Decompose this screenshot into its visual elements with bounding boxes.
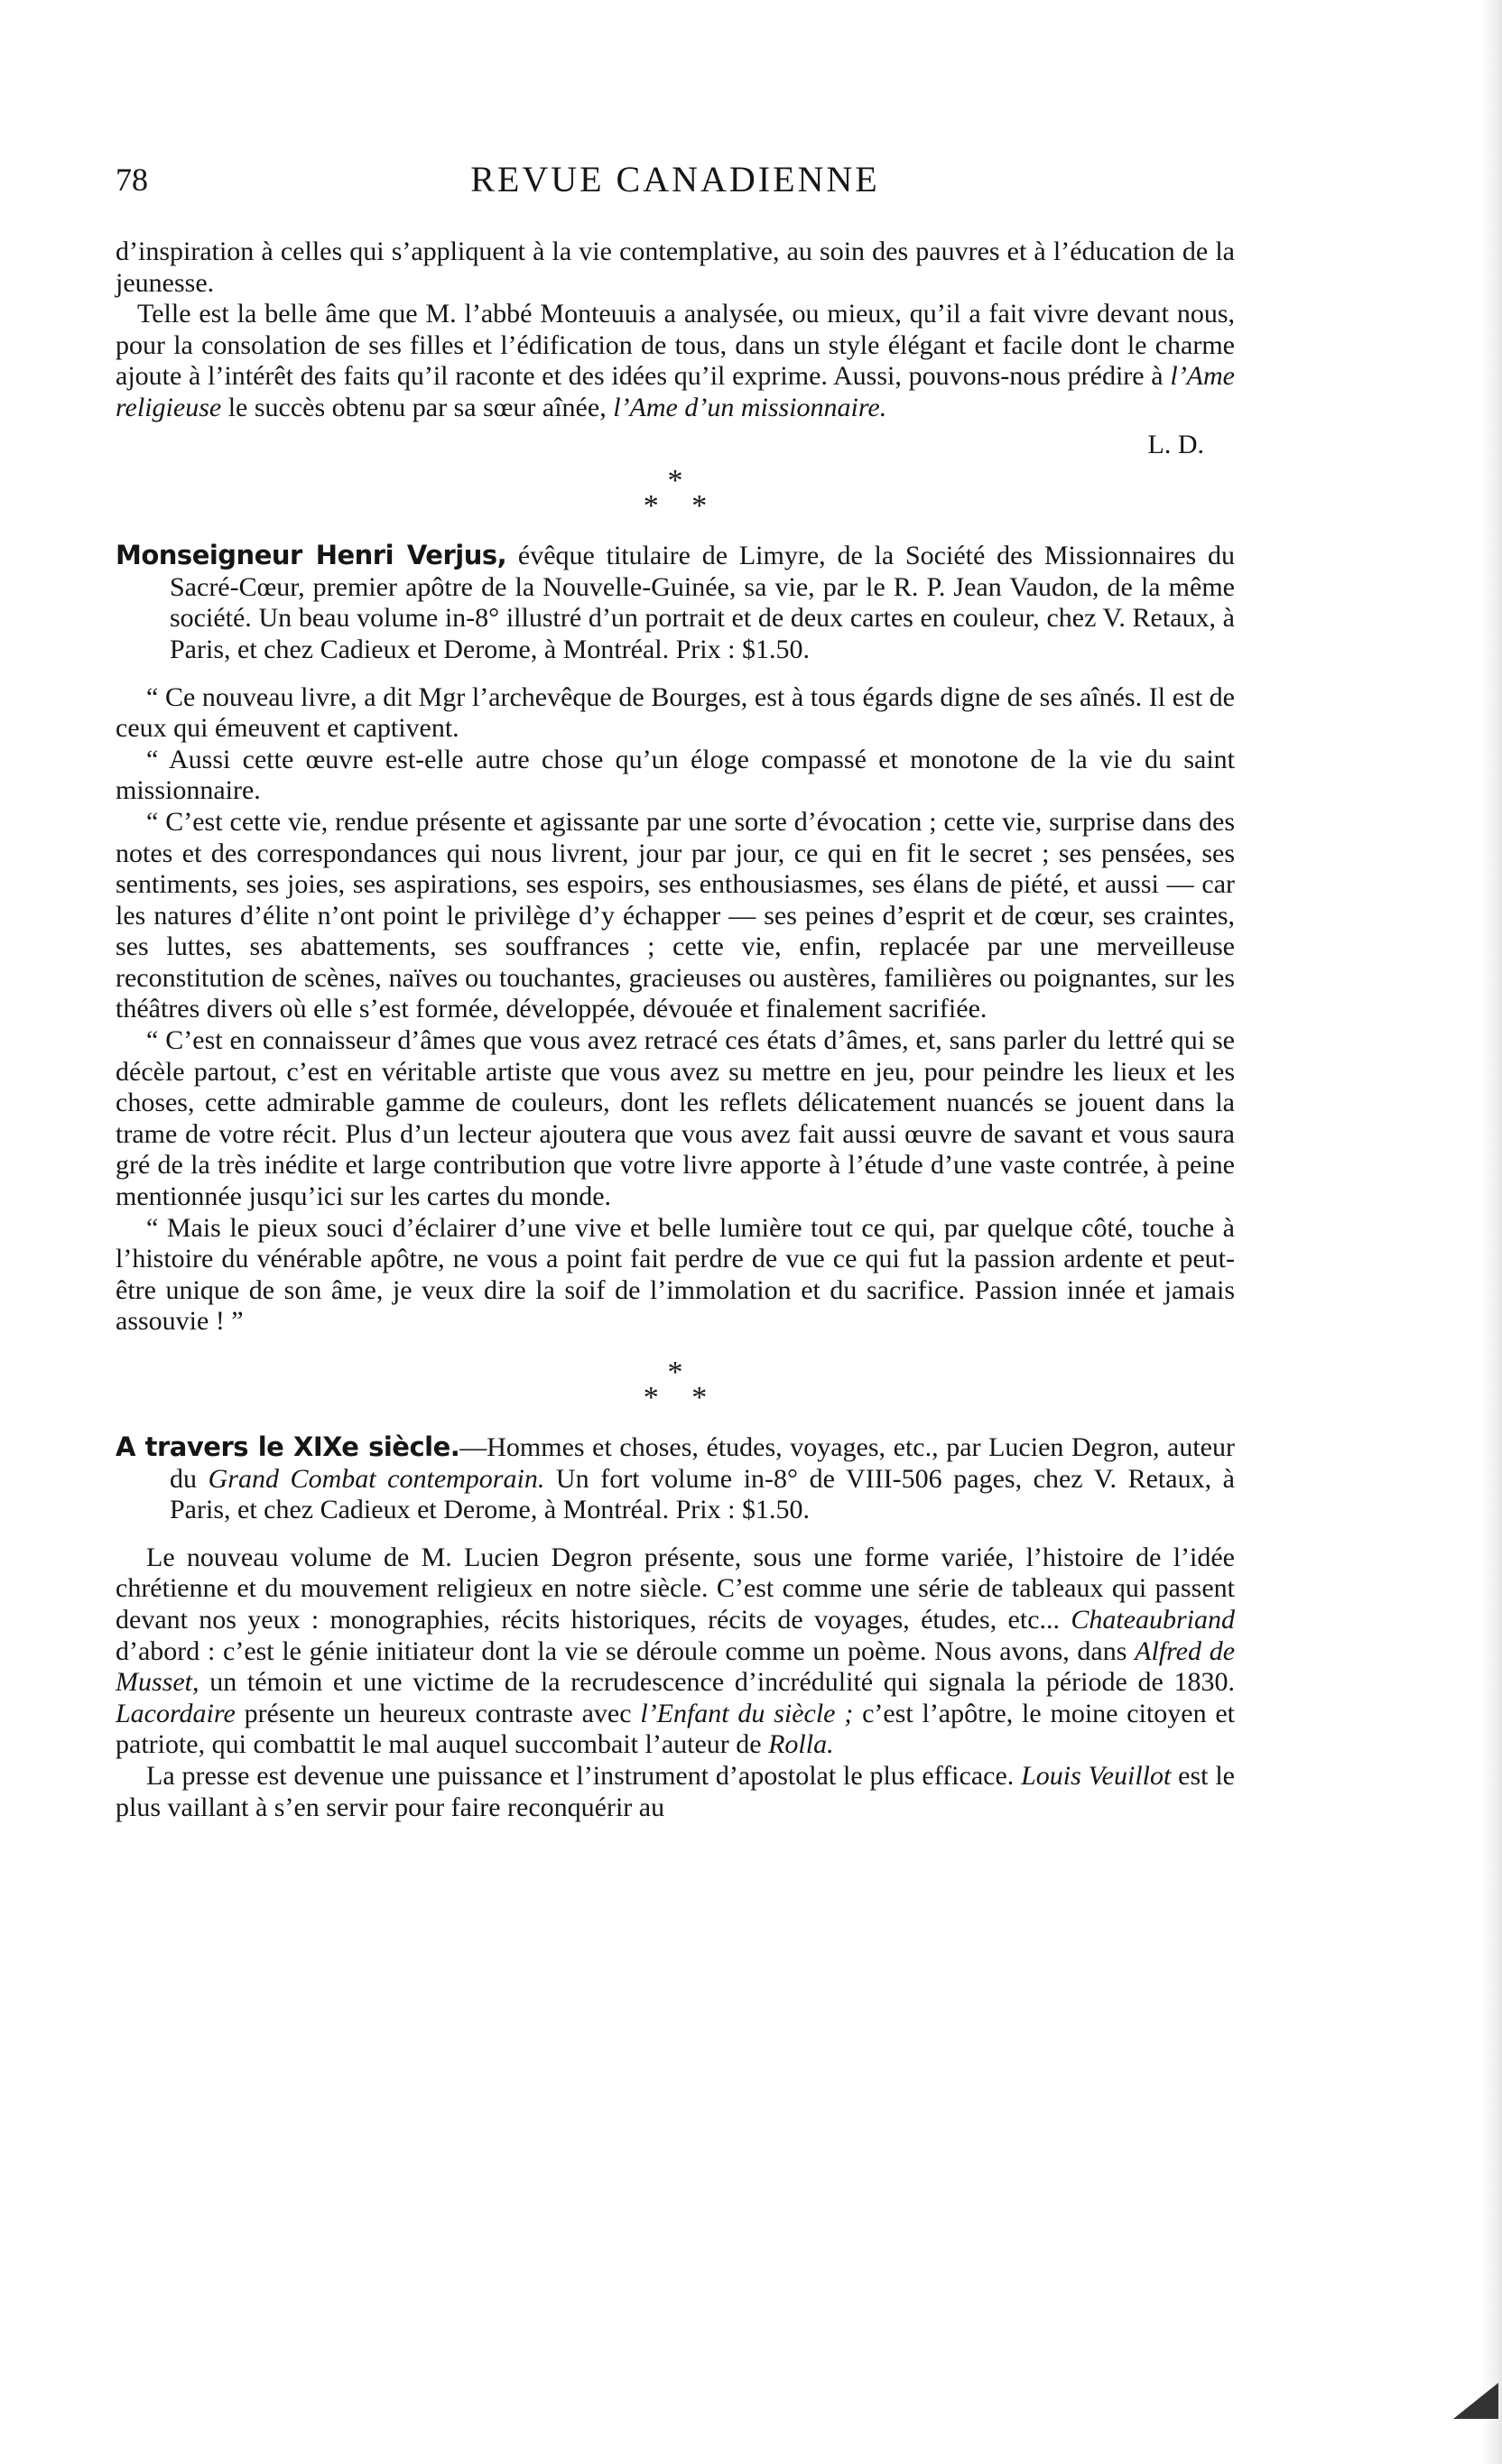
book-entry-degron — [116, 1431, 1235, 1526]
page-header — [116, 157, 1235, 202]
italic-name: Lacordaire — [116, 1698, 236, 1728]
quote-paragraph: “ C’est en connaisseur d’âmes que vous avez retracé ces états d’âmes, et, sans parler du lettré qui se décèle partout, c’est en véritable artiste que vous avez su mettre en jeu, pour peindre les lieux et les choses, cette admirable gamme de couleurs, dont les reflets délicatement nuancés se jouent dans la trame de votre récit. Plus d’un lecteur ajoutera que vous avez fait aussi œuvre de savant et vous saura gré de la très inédite et large contribution que votre livre apporte à l’étude d’une vaste contrée, à peine mentionnée jusqu’ici sur les cartes du monde. — [116, 1025, 1235, 1212]
paragraph-review-degron — [116, 1542, 1235, 1761]
italic-title: l’Ame religieuse — [116, 361, 1235, 422]
running-title: REVUE CANADIENNE — [470, 159, 880, 199]
italic-name: Chateaubriand — [1071, 1604, 1235, 1635]
section-separator — [116, 1356, 1235, 1419]
quote-paragraph: “ Aussi cette œuvre est-elle autre chose qu’un éloge compassé et monotone de la vie du saint missionnaire. — [116, 744, 1235, 806]
text-run: d’abord : c’est le génie initiateur dont la vie se déroule comme un poème. Nous avons, dans — [116, 1635, 1136, 1666]
page-number: 78 — [116, 162, 148, 198]
text-run: le succès obtenu par sa sœur aînée, — [221, 392, 614, 422]
quote-paragraph: “ C’est cette vie, rendue présente et agissante par une sorte d’évocation ; cette vie, surprise dans des notes et des correspondances qui nous livrent, jour par jour, ce qui en fit le secret ; ses pensées, ses sentiments, ses joies, ses aspirations, ses espoirs, ses enthousiasmes, ses élans de piété, et aussi — car les natures d’élite n’ont point le privilège d’y échapper — ses peines d’esprit et de cœur, ses craintes, ses luttes, ses abattements, ses souffrances ; cette vie, enfin, replacée par une merveilleuse reconstitution de scènes, naïves ou touchantes, gracieuses ou austères, familières ou poignantes, sur les théâtres divers où elle s’est formée, développée, dévouée et finalement sacrifiée. — [116, 806, 1235, 1024]
text-run: est le plus vaillant à s’en servir pour faire reconquérir au — [116, 1760, 1235, 1822]
italic-title: l’Ame d’un missionnaire. — [613, 392, 887, 422]
quote-paragraph: “ Ce nouveau livre, a dit Mgr l’archevêque de Bourges, est à tous égards digne de ses aînés. Il est de ceux qui émeuvent et captivent. — [116, 681, 1235, 744]
text-run: un témoin et une victime de la recrudescence d’incrédulité qui signala la période de 1830. — [199, 1667, 1235, 1698]
italic-name: Louis Veuillot — [1021, 1760, 1172, 1791]
book-details: évêque titulaire de Limyre, de la Société des Missionnaires du Sacré-Cœur, premier apôtre de la Nouvelle-Guinée, sa vie, par le R. P. Jean Vaudon, de la même société. Un beau volume in-8° illustré d’un portrait et de deux cartes en couleur, chez V. Retaux, à Paris, et chez Cadieux et Derome, à Montréal. Prix : $1.50. — [170, 541, 1235, 664]
italic-name: l’Enfant du siècle ; — [640, 1698, 854, 1728]
paragraph-continuation: d’inspiration à celles qui s’appliquent à la vie contemplative, au soin des pauvres et à l’éducation de la jeunesse. — [116, 236, 1235, 298]
asterism-top: * — [667, 1356, 683, 1389]
paragraph-press — [116, 1761, 1235, 1823]
scan-edge — [1482, 0, 1502, 2464]
signature: L. D. — [1147, 429, 1204, 459]
book-entry-verjus — [116, 540, 1235, 665]
book-title: A travers le XIXe siècle. — [116, 1431, 460, 1462]
paragraph-review-ame — [116, 299, 1235, 423]
asterism-bottom: * * — [643, 1381, 720, 1414]
asterism-top: * — [667, 464, 683, 498]
text-column — [116, 236, 1235, 1823]
corner-arrow-icon — [1453, 2383, 1498, 2419]
italic-title: Grand Combat contemporain. — [208, 1463, 545, 1494]
text-run: c’est l’apôtre, le moine citoyen et patriote, qui combattit le mal auquel succombait l’auteur de — [116, 1698, 1236, 1760]
text-run: Telle est la belle âme que M. l’abbé Monteuuis a analysée, ou mieux, qu’il a fait vivre devant nous, pour la consolation de ses filles et l’édification de tous, dans un style élégant et facile dont le charme ajoute à l’intérêt des faits qu’il raconte et des idées qu’il exprime. Aussi, pouvons-nous prédire à — [116, 299, 1235, 392]
quote-paragraph: “ Mais le pieux souci d’éclairer d’une vive et belle lumière tout ce qui, par quelque côté, touche à l’histoire du vénérable apôtre, ne vous a point fait perdre de vue ce qui fut la passion ardente et peut-être unique de son âme, je veux dire la soif de l’immolation et du sacrifice. Passion innée et jamais assouvie ! ” — [116, 1212, 1235, 1337]
spacer — [116, 666, 1235, 682]
section-separator — [116, 464, 1235, 527]
asterism-bottom: * * — [643, 489, 720, 523]
text-run: Le nouveau volume de M. Lucien Degron présente, sous une forme variée, l’histoire de l’idée chrétienne et du mouvement religieux en notre siècle. C’est comme une série de tableaux qui passent devant nos yeux : monographies, récits historiques, récits de voyages, études, etc... — [116, 1542, 1235, 1635]
book-details: Un fort volume in-8° de VIII-506 pages, chez V. Retaux, à Paris, et chez Cadieux et Derome, à Montréal. Prix : $1.50. — [170, 1463, 1235, 1525]
text-run: présente un heureux contraste avec — [235, 1698, 641, 1728]
book-title: Monseigneur Henri Verjus, — [116, 540, 507, 571]
text-run: La presse est devenue une puissance et l’instrument d’apostolat le plus efficace. — [146, 1760, 1022, 1791]
spacer — [116, 1526, 1235, 1542]
italic-name: Alfred de Musset, — [116, 1635, 1236, 1698]
italic-name: Rolla. — [768, 1729, 834, 1760]
book-details: —Hommes et choses, études, voyages, etc., par Lucien Degron, auteur du — [170, 1432, 1235, 1494]
